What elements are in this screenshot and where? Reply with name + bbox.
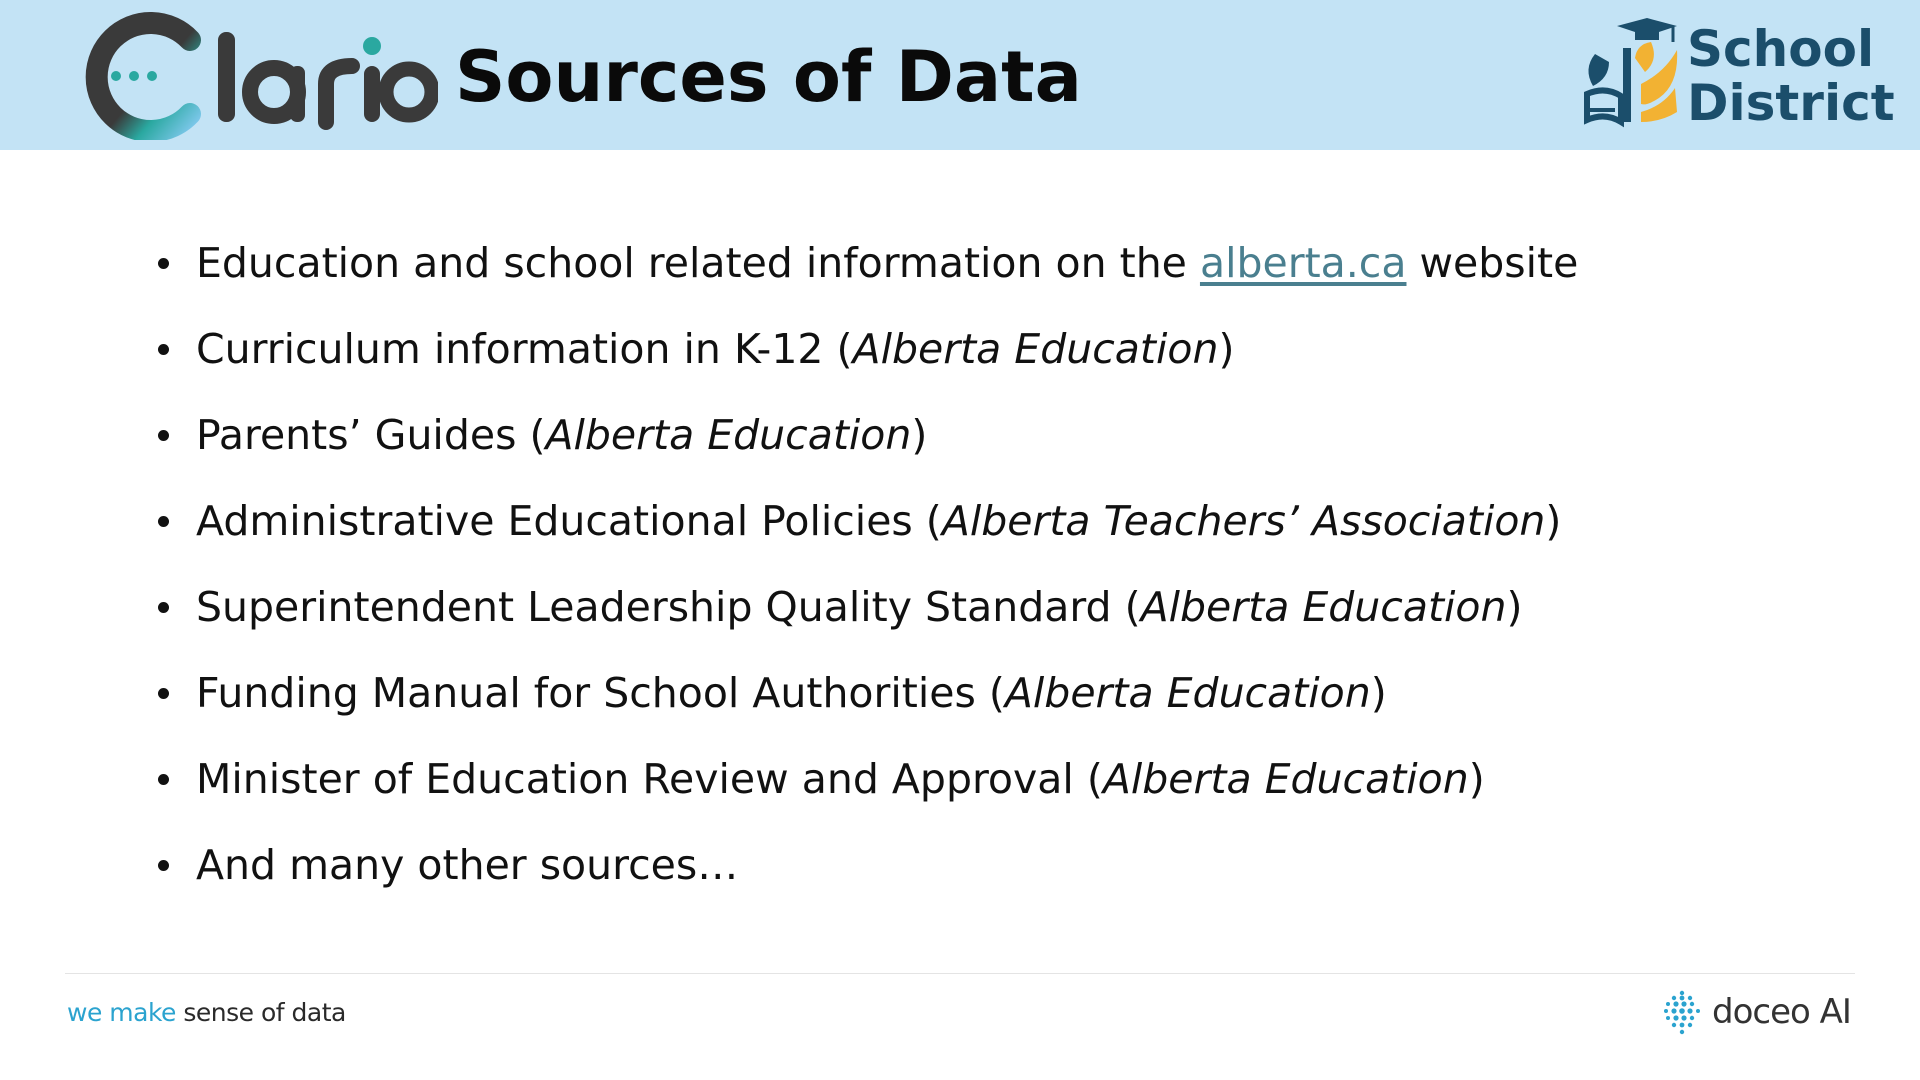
list-item: Minister of Education Review and Approval (Alberta Education)	[150, 748, 1578, 834]
slide-title: Sources of Data	[455, 36, 1082, 118]
clario-dot-icon	[147, 71, 157, 81]
school-district-logo	[1575, 14, 1905, 132]
bullet-icon	[158, 258, 169, 269]
graduation-cap-icon	[1617, 18, 1677, 42]
footer-tagline: we make sense of data	[67, 998, 346, 1027]
bullet-icon	[158, 602, 169, 613]
footer-divider	[65, 973, 1855, 974]
doceo-dots-icon	[1660, 988, 1704, 1038]
book-leaves-icon	[1587, 42, 1677, 122]
doceo-ai-logo: doceo AI	[1712, 992, 1851, 1032]
header-bar	[0, 0, 1920, 150]
list-item: Superintendent Leadership Quality Standard (Alberta Education)	[150, 576, 1578, 662]
list-item: Funding Manual for School Authorities (Alberta Education)	[150, 662, 1578, 748]
list-item: Parents’ Guides (Alberta Education)	[150, 404, 1578, 490]
list-item: Administrative Educational Policies (Alberta Teachers’ Association)	[150, 490, 1578, 576]
clario-dot-icon	[111, 71, 121, 81]
bullet-icon	[158, 860, 169, 871]
clario-logo	[78, 12, 438, 140]
list-item: Education and school related information on the alberta.ca website	[150, 232, 1578, 318]
bullet-icon	[158, 516, 169, 527]
district-logo-line1: School	[1687, 20, 1875, 78]
clario-i-dot-icon	[363, 37, 381, 55]
list-item: And many other sources…	[150, 834, 1578, 920]
clario-dot-icon	[129, 71, 139, 81]
bullet-icon	[158, 688, 169, 699]
bullet-icon	[158, 430, 169, 441]
list-item: Curriculum information in K-12 (Alberta Education)	[150, 318, 1578, 404]
sources-list	[150, 232, 1578, 920]
district-logo-line2: District	[1687, 74, 1895, 132]
alberta-ca-link[interactable]: alberta.ca	[1199, 239, 1407, 287]
bullet-icon	[158, 774, 169, 785]
bullet-icon	[158, 344, 169, 355]
